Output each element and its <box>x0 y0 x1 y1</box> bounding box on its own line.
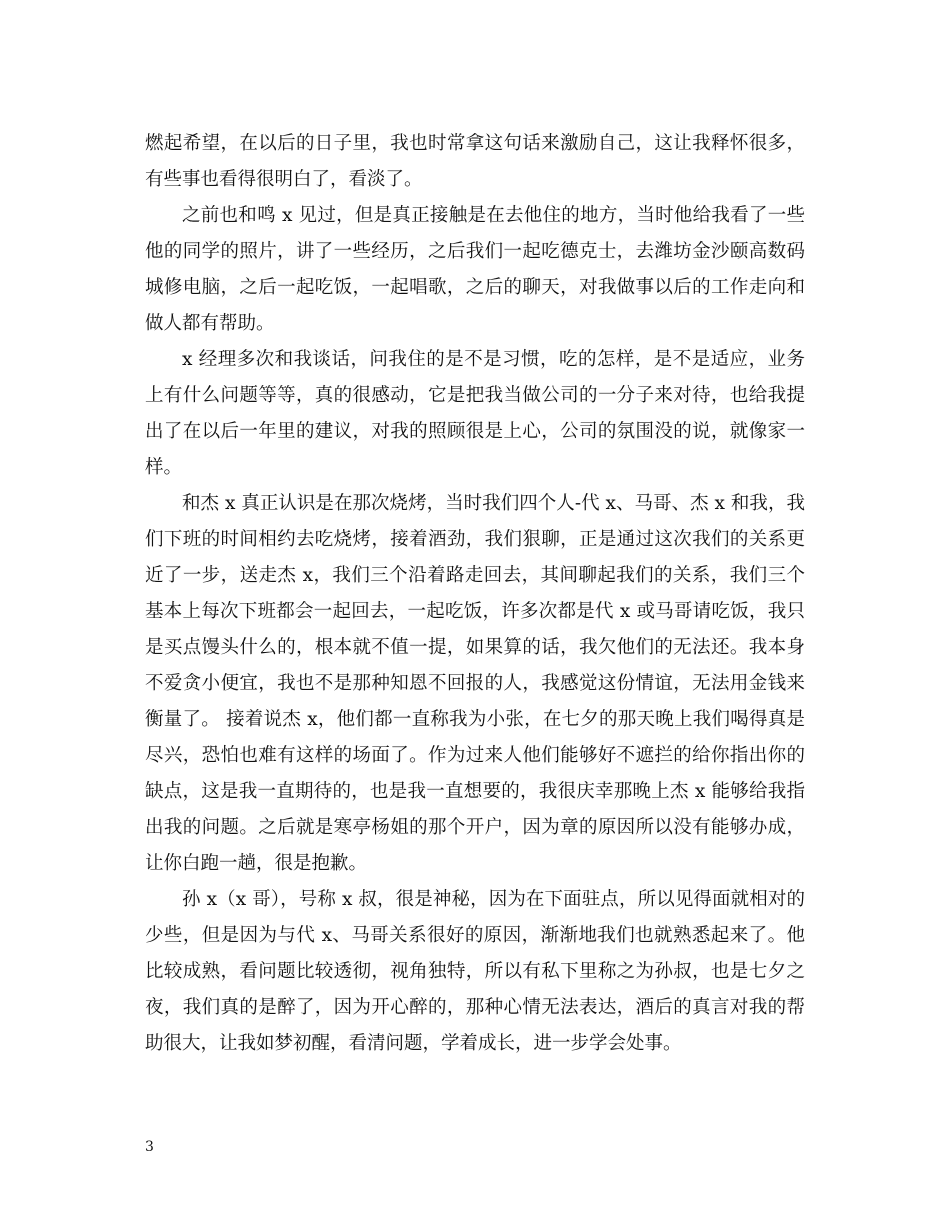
document-body <box>145 126 805 1062</box>
paragraph-5: 孙 x（x 哥），号称 x 叔，很是神秘，因为在下面驻点，所以见得面就相对的少些，但是因为与代 x、马哥关系很好的原因，渐渐地我们也就熟悉起来了。他比较成熟，看问题比较透彻，视角独特，所以有私下里称之为孙叔，也是七夕之夜，我们真的是醉了，因为开心醉的，那种心情无法表达，酒后的真言对我的帮助很大，让我如梦初醒，看清问题，学着成长，进一步学会处事。 <box>145 889 805 1054</box>
paragraph-1: 燃起希望，在以后的日子里，我也时常拿这句话来激励自己，这让我释怀很多，有些事也看得很明白了，看淡了。 <box>145 133 805 190</box>
page-number: 3 <box>145 1139 154 1155</box>
paragraph-4: 和杰 x 真正认识是在那次烧烤，当时我们四个人-代 x、马哥、杰 x 和我，我们下班的时间相约去吃烧烤，接着酒劲，我们狠聊，正是通过这次我们的关系更近了一步，送走杰 x，我们三个沿着路走回去，其间聊起我们的关系，我们三个基本上每次下班都会一起回去，一起吃饭，许多次都是代 x 或马哥请吃饭，我只是买点馒头什么的，根本就不值一提，如果算的话，我欠他们的无法还。我本身不爱贪小便宜，我也不是那种知恩不回报的人，我感觉这份情谊，无法用金钱来衡量了。 接着说杰 x，他们都一直称我为小张，在七夕的那天晚上我们喝得真是尽兴，恐怕也难有这样的场面了。作为过来人他们能够好不遮拦的给你指出你的缺点，这是我一直期待的，也是我一直想要的，我很庆幸那晚上杰 x 能够给我指出我的问题。之后就是寒亭杨姐的那个开户，因为章的原因所以没有能够办成，让你白跑一趟，很是抱歉。 <box>145 493 805 874</box>
paragraph-2: 之前也和鸣 x 见过，但是真正接触是在去他住的地方，当时他给我看了一些他的同学的照片，讲了一些经历，之后我们一起吃德克士，去潍坊金沙颐高数码城修电脑，之后一起吃饭，一起唱歌，之后的聊天，对我做事以后的工作走向和做人都有帮助。 <box>145 205 805 334</box>
paragraph-3: x 经理多次和我谈话，问我住的是不是习惯，吃的怎样，是不是适应，业务上有什么问题等等，真的很感动，它是把我当做公司的一分子来对待，也给我提出了在以后一年里的建议，对我的照顾很是上心，公司的氛围没的说，就像家一样。 <box>145 349 805 478</box>
